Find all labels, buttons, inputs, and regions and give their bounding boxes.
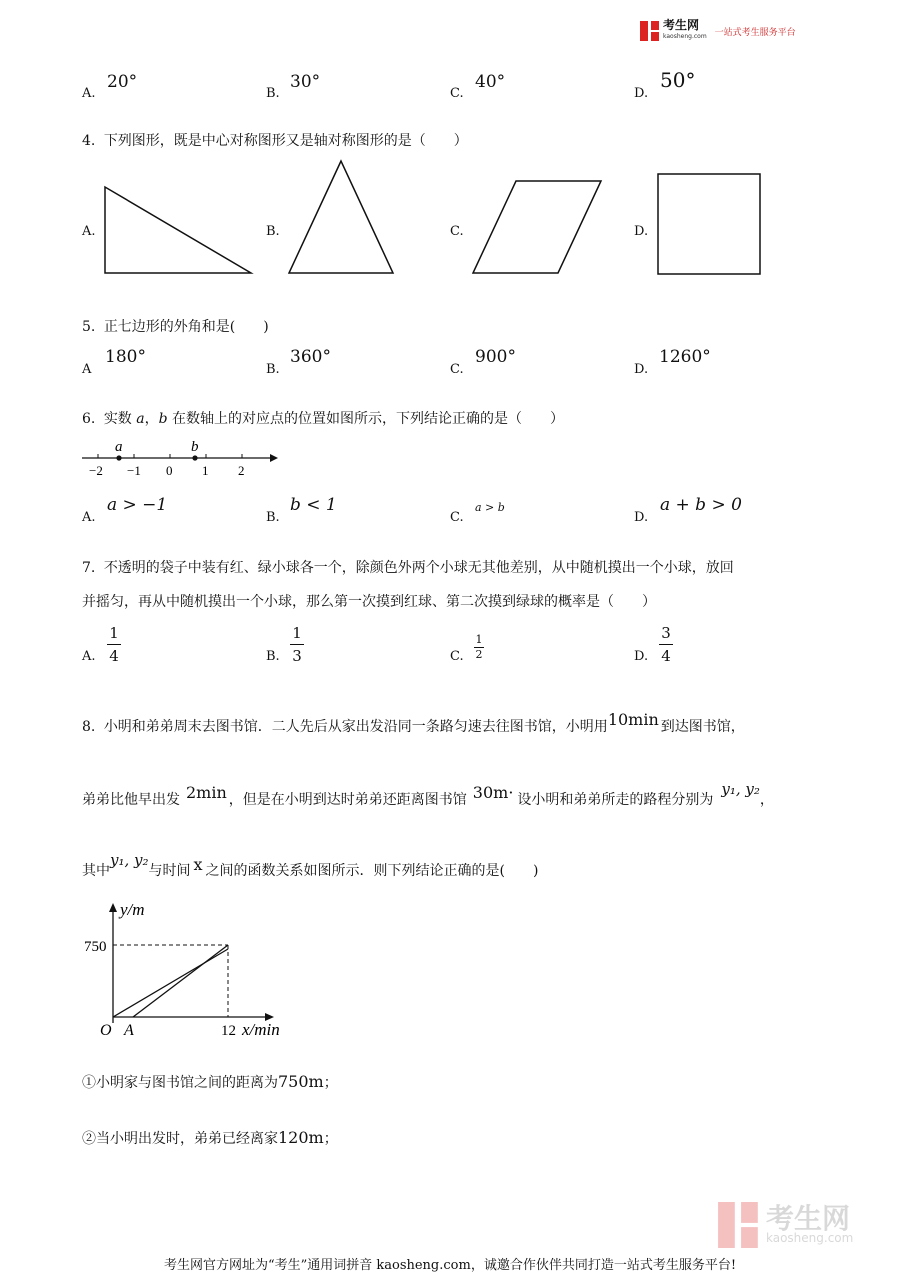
q5-option-b-value: 360° (290, 347, 331, 367)
fraction-numerator: 1 (292, 624, 302, 642)
q7-option-a-fraction (107, 624, 121, 665)
q3-option-d-label: D. (634, 86, 649, 101)
fraction-numerator: 1 (109, 624, 119, 642)
q5-option-d-label: D. (634, 362, 649, 377)
q7-option-b-label: B. (266, 649, 280, 664)
x-axis-label: x/min (242, 1020, 280, 1039)
q3-option-a-value: 20° (107, 72, 138, 92)
fraction-numerator: 1 (475, 633, 483, 646)
q6-var-b: b (158, 411, 168, 427)
q8-math: y₁, y₂ (721, 780, 760, 798)
q8-line2 (82, 780, 774, 809)
q7-option-a-label: A. (82, 649, 96, 664)
watermark-sub: kaosheng.com (766, 1231, 854, 1245)
point-b-label: b (191, 439, 199, 455)
fraction-denominator: 4 (661, 647, 671, 665)
q8-text: ， (759, 792, 774, 808)
q8-text: 之间的函数关系如图所示．则下列结论正确的是( ) (205, 863, 539, 879)
q6-sep: ， (144, 411, 159, 427)
q6-text-pre: 实数 (103, 411, 132, 427)
q6-option-d-label: D. (634, 510, 649, 525)
q8-math: y₁, y₂ (110, 851, 149, 869)
q5-question (82, 316, 269, 336)
footer-watermark (718, 1202, 853, 1248)
distance-time-graph (80, 895, 310, 1045)
q8-math: 10min (607, 710, 659, 729)
fraction-numerator: 3 (661, 624, 671, 642)
q8-line1 (82, 710, 745, 736)
fraction-denominator: 2 (475, 648, 483, 661)
q4-option-b-label: B. (266, 224, 280, 239)
q3-option-c-value: 40° (475, 72, 506, 92)
q4-question (82, 130, 468, 150)
y-axis-label: y/m (120, 900, 145, 919)
fraction-denominator: 4 (109, 647, 119, 665)
xiaoming-line (133, 945, 228, 1017)
q5-option-c-value: 900° (475, 347, 516, 367)
q7-option-b-fraction (290, 624, 304, 665)
q3-option-a-label: A. (82, 86, 96, 101)
q8-text: 小明和弟弟周末去图书馆．二人先后从家出发沿同一条路匀速去往图书馆，小明用 (103, 719, 608, 735)
q7-text-line1: 不透明的袋子中装有红、绿小球各一个，除颜色外两个小球无其他差别，从中随机摸出一个小球，放回 (103, 560, 734, 576)
brother-line (113, 949, 228, 1017)
q8-math: 2min (186, 783, 227, 802)
q6-var-a: a (136, 411, 145, 427)
q4-option-c-label: C. (450, 224, 464, 239)
q4-option-d-label: D. (634, 224, 649, 239)
q8-text: 与时间 (148, 863, 191, 879)
q3-option-b-label: B. (266, 86, 280, 101)
q8-math: 750m (278, 1072, 324, 1091)
tick-label: 1 (202, 463, 209, 478)
watermark-text: 考生网 (766, 1202, 851, 1235)
q5-option-d-value: 1260° (659, 347, 711, 367)
q7-question-line1 (82, 557, 734, 577)
q8-line3 (82, 851, 539, 880)
q4-option-a-label: A. (82, 224, 96, 239)
q3-option-b-value: 30° (290, 72, 321, 92)
q4-text: 下列图形，既是中心对称图形又是轴对称图形的是（ ） (103, 133, 468, 149)
q8-math: 120m (278, 1128, 324, 1147)
q8-math: 30m· (472, 783, 514, 802)
isosceles-triangle-figure (284, 156, 398, 278)
q8-statement-2 (82, 1128, 338, 1148)
logo-icon (640, 21, 660, 41)
q8-math: x (193, 855, 203, 874)
q7-option-d-fraction (659, 624, 673, 665)
q6-question (82, 408, 564, 428)
q3-option-d-value: 50° (660, 68, 696, 92)
x-tick-label: 12 (221, 1023, 236, 1039)
q8-text: 其中 (82, 863, 110, 879)
q8-text: 弟弟比他早出发 (82, 792, 180, 808)
point-a-label: a (115, 439, 123, 455)
q4-number: 4. (82, 133, 96, 149)
q8-text: ； (323, 1075, 338, 1091)
q6-option-c-label: C. (450, 510, 464, 525)
q8-text: ②当小明出发时，弟弟已经离家 (82, 1131, 278, 1147)
logo-text: 考生网 (663, 18, 700, 32)
tick-label: 2 (238, 463, 245, 478)
q6-option-c-value: a > b (475, 501, 505, 514)
header-slogan: 一站式考生服务平台 (714, 27, 796, 38)
q8-text: ，但是在小明到达时弟弟还距离图书馆 (228, 792, 467, 808)
q5-text: 正七边形的外角和是( ) (103, 319, 269, 335)
logo-sub: kaosheng.com (663, 33, 707, 40)
q7-number: 7. (82, 560, 96, 576)
q6-option-d-value: a + b > 0 (660, 495, 742, 515)
tick-label: −1 (127, 463, 141, 478)
tick-label: 0 (166, 463, 173, 478)
square-figure (654, 170, 764, 278)
q6-option-a-label: A. (82, 510, 96, 525)
q5-option-b-label: B. (266, 362, 280, 377)
q6-text-post: 在数轴上的对应点的位置如图所示，下列结论正确的是（ ） (172, 411, 565, 427)
point-a-dot (116, 455, 121, 460)
q3-option-c-label: C. (450, 86, 464, 101)
watermark-logo-icon (718, 1202, 760, 1248)
q6-option-b-label: B. (266, 510, 280, 525)
origin-label: O (100, 1022, 112, 1039)
right-triangle-figure (100, 182, 256, 278)
fraction-denominator: 3 (292, 647, 302, 665)
q7-option-c-fraction (474, 634, 484, 661)
header-logo[interactable] (640, 20, 796, 42)
parallelogram-figure (468, 176, 606, 278)
q6-option-a-value: a > −1 (107, 495, 168, 515)
q7-option-d-label: D. (634, 649, 649, 664)
q6-option-b-value: b < 1 (290, 495, 337, 515)
point-a-label: A (124, 1022, 134, 1039)
q8-text: ； (323, 1131, 338, 1147)
y-tick-label: 750 (84, 939, 107, 955)
q5-option-a-value: 180° (105, 347, 146, 367)
q8-number: 8. (82, 719, 96, 735)
q8-text: 到达图书馆， (660, 719, 745, 735)
number-line (78, 436, 288, 482)
tick-label: −2 (89, 463, 103, 478)
q5-number: 5. (82, 319, 96, 335)
q7-text-line2: 并摇匀，再从中随机摸出一个小球，那么第一次摸到红球、第二次摸到绿球的概率是（ ） (82, 594, 656, 610)
q8-text: ①小明家与图书馆之间的距离为 (82, 1075, 278, 1091)
q6-number: 6. (82, 411, 96, 427)
q5-option-a-label: A (82, 362, 92, 377)
q7-option-c-label: C. (450, 649, 464, 664)
footer-text: 考生网官方网址为“考生”通用词拼音 kaosheng.com，诚邀合作伙伴共同打造一站式考生服务平台! (163, 1258, 737, 1273)
q5-option-c-label: C. (450, 362, 464, 377)
point-b-dot (192, 455, 197, 460)
q8-statement-1 (82, 1072, 338, 1092)
q8-text: 设小明和弟弟所走的路程分别为 (517, 792, 714, 808)
